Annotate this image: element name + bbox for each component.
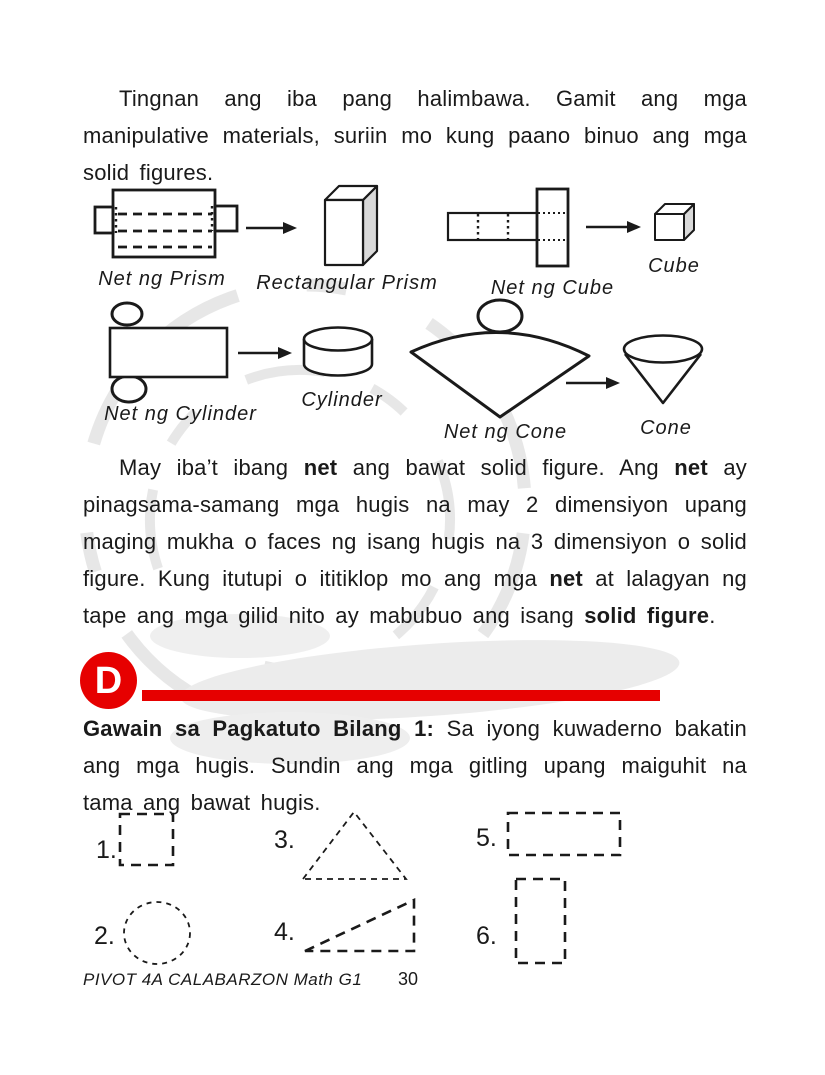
- net-cube-diagram: [448, 189, 568, 266]
- shape-number-1: 1.: [96, 836, 117, 864]
- label-cone: Cone: [640, 417, 692, 439]
- label-net-prism: Net ng Prism: [98, 268, 226, 290]
- section-d-letter: D: [94, 659, 123, 702]
- cylinder-figure: [304, 328, 372, 376]
- activity-paragraph: Gawain sa Pagkatuto Bilang 1: Sa iyong kuwaderno bakatin ang mga hugis. Sundin ang mga gitling upang maiguhit na tama ang bawat hugis.: [83, 716, 747, 815]
- net-definition-paragraph: May iba’t ibang net ang bawat solid figure. Ang net ay pinagsama-samang mga hugis na may 2 dimensiyon upang maging mukha o faces ng isang hugis na 3 dimensiyon o solid figure. Kung itutupi o ititiklop mo ang mga net at lalagyan ng tape ang mga gilid nito ay mabubuo ang isang solid figure.: [83, 455, 747, 628]
- footer-book-title: PIVOT 4A CALABARZON Math G1: [83, 970, 363, 989]
- net-cylinder-diagram: [110, 303, 227, 402]
- label-net-cone: Net ng Cone: [443, 421, 568, 443]
- rectangular-prism-figure: [325, 186, 377, 265]
- trace-triangle: [303, 812, 406, 879]
- trace-circle: [124, 902, 190, 964]
- arrow-right-icon: [586, 221, 641, 233]
- section-d-badge: [80, 652, 137, 709]
- arrow-right-icon: [566, 377, 620, 389]
- label-net-cylinder: Net ng Cylinder: [104, 403, 257, 425]
- net-prism-diagram: [95, 190, 237, 257]
- cube-figure: [655, 204, 694, 240]
- footer-page-number: 30: [398, 969, 419, 989]
- label-rect-prism: Rectangular Prism: [256, 272, 438, 294]
- shape-number-3: 3.: [274, 826, 295, 854]
- trace-right-triangle: [305, 900, 414, 951]
- label-net-cube: Net ng Cube: [490, 277, 615, 299]
- shape-number-4: 4.: [274, 918, 295, 946]
- section-divider-line: [142, 690, 660, 701]
- shape-number-6: 6.: [476, 922, 497, 950]
- trace-vertical-rectangle: [516, 879, 565, 963]
- net-cone-diagram: [411, 300, 589, 417]
- trace-square: [120, 814, 173, 865]
- intro-paragraph: Tingnan ang iba pang halimbawa. Gamit ang mga manipulative materials, suriin mo kung paano binuo ang mga solid figures.: [83, 86, 747, 185]
- arrow-right-icon: [238, 347, 292, 359]
- label-cylinder: Cylinder: [301, 389, 383, 411]
- label-cube: Cube: [648, 255, 700, 277]
- shape-number-2: 2.: [94, 922, 115, 950]
- arrow-right-icon: [246, 222, 297, 234]
- shape-number-5: 5.: [476, 824, 497, 852]
- cone-figure: [624, 336, 702, 404]
